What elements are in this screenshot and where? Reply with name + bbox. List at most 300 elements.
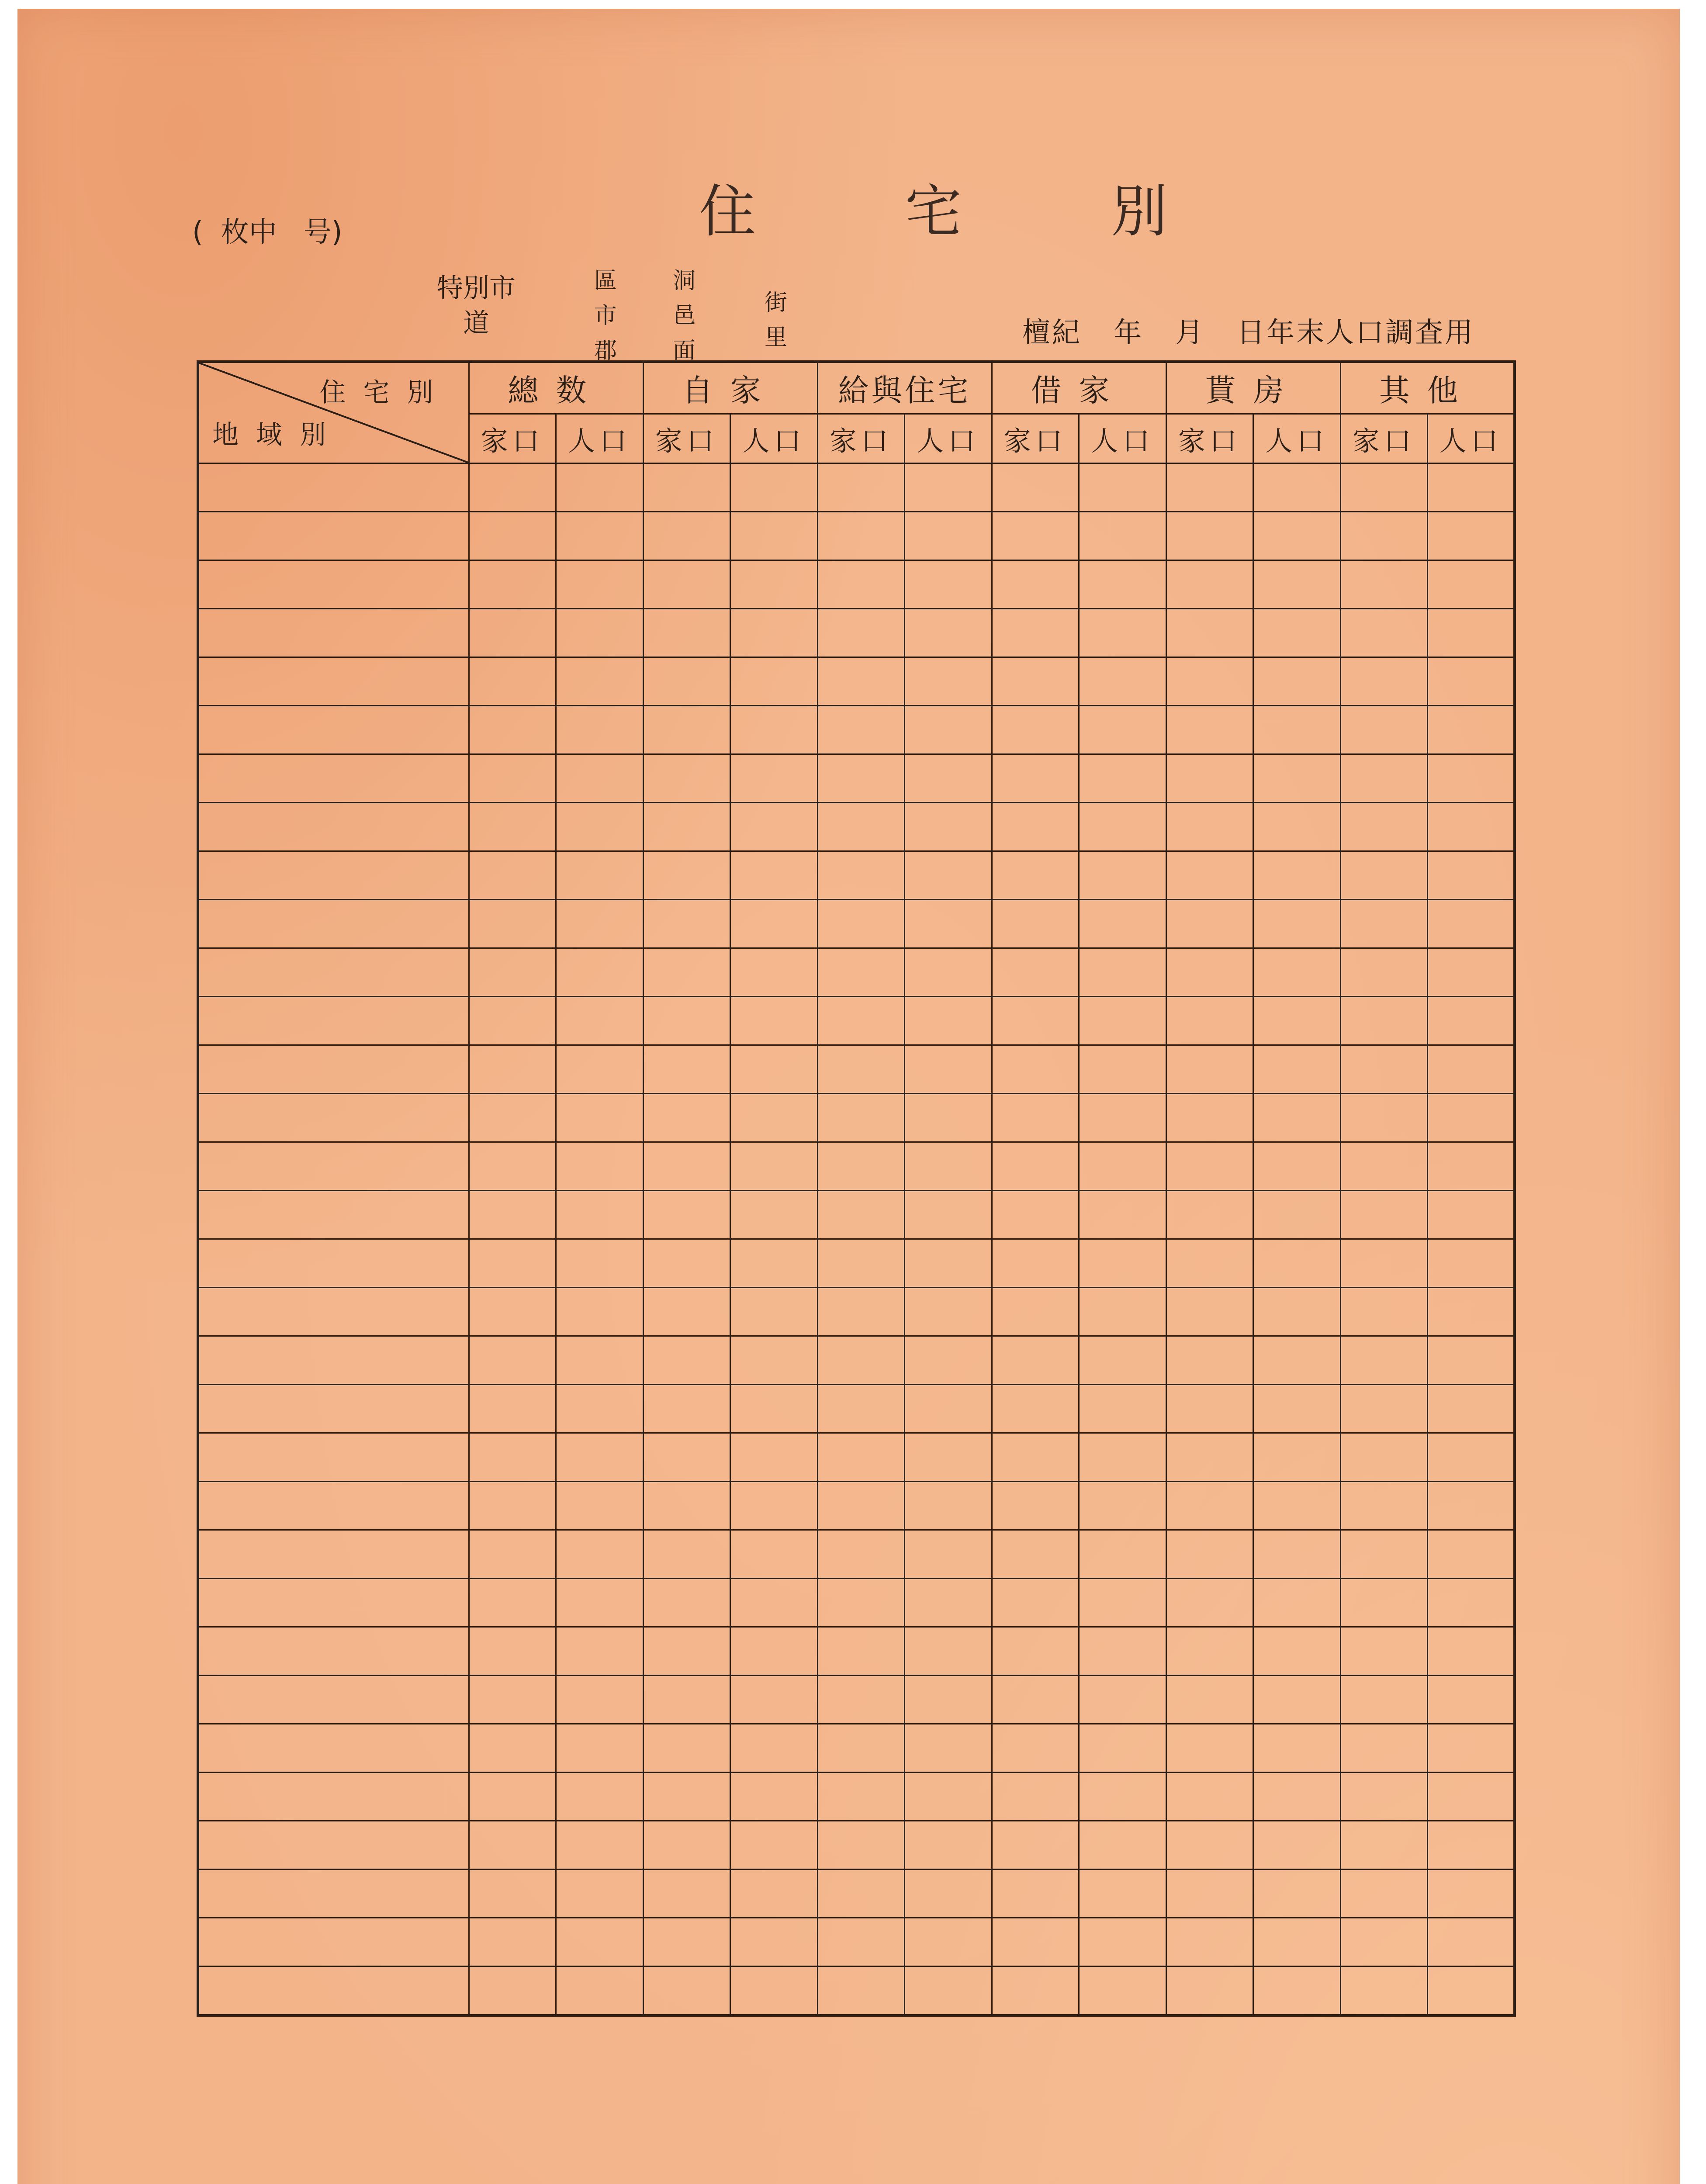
count-cell[interactable] bbox=[1079, 1676, 1166, 1724]
count-cell[interactable] bbox=[992, 1045, 1079, 1094]
count-cell[interactable] bbox=[1428, 1918, 1515, 1966]
count-cell[interactable] bbox=[1428, 1142, 1515, 1191]
count-cell[interactable] bbox=[556, 1724, 644, 1773]
count-cell[interactable] bbox=[643, 657, 730, 706]
count-cell[interactable] bbox=[1340, 851, 1428, 900]
count-cell[interactable] bbox=[1079, 851, 1166, 900]
count-cell[interactable] bbox=[905, 1530, 992, 1579]
count-cell[interactable] bbox=[905, 657, 992, 706]
count-cell[interactable] bbox=[1253, 1627, 1341, 1676]
count-cell[interactable] bbox=[730, 609, 818, 657]
count-cell[interactable] bbox=[1166, 900, 1253, 948]
region-cell[interactable] bbox=[198, 997, 469, 1045]
count-cell[interactable] bbox=[1253, 706, 1341, 754]
count-cell[interactable] bbox=[469, 1336, 556, 1385]
count-cell[interactable] bbox=[730, 560, 818, 609]
count-cell[interactable] bbox=[992, 706, 1079, 754]
count-cell[interactable] bbox=[1340, 900, 1428, 948]
count-cell[interactable] bbox=[992, 512, 1079, 560]
count-cell[interactable] bbox=[1428, 1239, 1515, 1288]
count-cell[interactable] bbox=[1166, 1142, 1253, 1191]
count-cell[interactable] bbox=[730, 1579, 818, 1627]
count-cell[interactable] bbox=[905, 1724, 992, 1773]
count-cell[interactable] bbox=[730, 754, 818, 803]
count-cell[interactable] bbox=[469, 851, 556, 900]
count-cell[interactable] bbox=[1253, 948, 1341, 997]
count-cell[interactable] bbox=[1079, 706, 1166, 754]
count-cell[interactable] bbox=[730, 851, 818, 900]
region-cell[interactable] bbox=[198, 900, 469, 948]
count-cell[interactable] bbox=[992, 657, 1079, 706]
count-cell[interactable] bbox=[469, 1627, 556, 1676]
count-cell[interactable] bbox=[905, 1918, 992, 1966]
count-cell[interactable] bbox=[730, 1239, 818, 1288]
region-cell[interactable] bbox=[198, 1530, 469, 1579]
count-cell[interactable] bbox=[1428, 997, 1515, 1045]
count-cell[interactable] bbox=[469, 1821, 556, 1870]
count-cell[interactable] bbox=[905, 1142, 992, 1191]
count-cell[interactable] bbox=[730, 1433, 818, 1482]
count-cell[interactable] bbox=[1428, 900, 1515, 948]
count-cell[interactable] bbox=[556, 1239, 644, 1288]
count-cell[interactable] bbox=[469, 754, 556, 803]
count-cell[interactable] bbox=[1253, 1724, 1341, 1773]
count-cell[interactable] bbox=[556, 1385, 644, 1433]
count-cell[interactable] bbox=[469, 1870, 556, 1918]
count-cell[interactable] bbox=[1428, 754, 1515, 803]
count-cell[interactable] bbox=[1340, 1773, 1428, 1821]
count-cell[interactable] bbox=[992, 1191, 1079, 1239]
count-cell[interactable] bbox=[905, 1045, 992, 1094]
count-cell[interactable] bbox=[643, 754, 730, 803]
count-cell[interactable] bbox=[1079, 560, 1166, 609]
count-cell[interactable] bbox=[643, 1336, 730, 1385]
count-cell[interactable] bbox=[1340, 1142, 1428, 1191]
count-cell[interactable] bbox=[556, 997, 644, 1045]
count-cell[interactable] bbox=[1079, 900, 1166, 948]
count-cell[interactable] bbox=[730, 1918, 818, 1966]
region-cell[interactable] bbox=[198, 1385, 469, 1433]
count-cell[interactable] bbox=[1340, 1821, 1428, 1870]
count-cell[interactable] bbox=[1079, 1821, 1166, 1870]
region-cell[interactable] bbox=[198, 1433, 469, 1482]
count-cell[interactable] bbox=[1166, 1191, 1253, 1239]
count-cell[interactable] bbox=[1166, 1870, 1253, 1918]
count-cell[interactable] bbox=[992, 1385, 1079, 1433]
region-cell[interactable] bbox=[198, 560, 469, 609]
count-cell[interactable] bbox=[992, 948, 1079, 997]
count-cell[interactable] bbox=[1340, 657, 1428, 706]
count-cell[interactable] bbox=[817, 1336, 905, 1385]
count-cell[interactable] bbox=[1253, 1433, 1341, 1482]
count-cell[interactable] bbox=[643, 900, 730, 948]
count-cell[interactable] bbox=[905, 1966, 992, 2016]
count-cell[interactable] bbox=[643, 1918, 730, 1966]
count-cell[interactable] bbox=[643, 1239, 730, 1288]
count-cell[interactable] bbox=[1428, 1676, 1515, 1724]
count-cell[interactable] bbox=[992, 851, 1079, 900]
count-cell[interactable] bbox=[556, 1918, 644, 1966]
count-cell[interactable] bbox=[1253, 1336, 1341, 1385]
count-cell[interactable] bbox=[817, 657, 905, 706]
count-cell[interactable] bbox=[1166, 1433, 1253, 1482]
count-cell[interactable] bbox=[1253, 1385, 1341, 1433]
count-cell[interactable] bbox=[1079, 1142, 1166, 1191]
count-cell[interactable] bbox=[905, 803, 992, 851]
count-cell[interactable] bbox=[1166, 1918, 1253, 1966]
count-cell[interactable] bbox=[1340, 1676, 1428, 1724]
count-cell[interactable] bbox=[730, 657, 818, 706]
count-cell[interactable] bbox=[1428, 803, 1515, 851]
count-cell[interactable] bbox=[905, 560, 992, 609]
count-cell[interactable] bbox=[905, 512, 992, 560]
count-cell[interactable] bbox=[1166, 512, 1253, 560]
count-cell[interactable] bbox=[469, 803, 556, 851]
count-cell[interactable] bbox=[643, 803, 730, 851]
count-cell[interactable] bbox=[905, 1094, 992, 1142]
count-cell[interactable] bbox=[817, 1385, 905, 1433]
count-cell[interactable] bbox=[469, 1191, 556, 1239]
count-cell[interactable] bbox=[730, 1045, 818, 1094]
count-cell[interactable] bbox=[905, 1579, 992, 1627]
count-cell[interactable] bbox=[469, 900, 556, 948]
count-cell[interactable] bbox=[992, 1433, 1079, 1482]
count-cell[interactable] bbox=[992, 1724, 1079, 1773]
count-cell[interactable] bbox=[643, 1773, 730, 1821]
count-cell[interactable] bbox=[556, 1966, 644, 2016]
count-cell[interactable] bbox=[992, 1870, 1079, 1918]
count-cell[interactable] bbox=[556, 512, 644, 560]
count-cell[interactable] bbox=[817, 1142, 905, 1191]
count-cell[interactable] bbox=[905, 609, 992, 657]
count-cell[interactable] bbox=[992, 997, 1079, 1045]
count-cell[interactable] bbox=[1340, 1918, 1428, 1966]
count-cell[interactable] bbox=[1253, 1239, 1341, 1288]
count-cell[interactable] bbox=[1428, 1773, 1515, 1821]
count-cell[interactable] bbox=[817, 1676, 905, 1724]
count-cell[interactable] bbox=[1340, 754, 1428, 803]
count-cell[interactable] bbox=[1428, 1724, 1515, 1773]
count-cell[interactable] bbox=[1166, 851, 1253, 900]
count-cell[interactable] bbox=[643, 1821, 730, 1870]
count-cell[interactable] bbox=[1079, 1918, 1166, 1966]
count-cell[interactable] bbox=[643, 1676, 730, 1724]
count-cell[interactable] bbox=[1166, 803, 1253, 851]
count-cell[interactable] bbox=[1253, 609, 1341, 657]
count-cell[interactable] bbox=[1079, 1094, 1166, 1142]
count-cell[interactable] bbox=[643, 1627, 730, 1676]
count-cell[interactable] bbox=[1428, 1045, 1515, 1094]
count-cell[interactable] bbox=[1253, 1918, 1341, 1966]
count-cell[interactable] bbox=[905, 851, 992, 900]
count-cell[interactable] bbox=[469, 512, 556, 560]
count-cell[interactable] bbox=[1253, 803, 1341, 851]
count-cell[interactable] bbox=[817, 1966, 905, 2016]
count-cell[interactable] bbox=[556, 1821, 644, 1870]
count-cell[interactable] bbox=[817, 1530, 905, 1579]
region-cell[interactable] bbox=[198, 1239, 469, 1288]
count-cell[interactable] bbox=[1253, 1482, 1341, 1530]
count-cell[interactable] bbox=[1428, 1336, 1515, 1385]
count-cell[interactable] bbox=[992, 1142, 1079, 1191]
count-cell[interactable] bbox=[469, 1676, 556, 1724]
count-cell[interactable] bbox=[643, 1045, 730, 1094]
count-cell[interactable] bbox=[643, 1870, 730, 1918]
count-cell[interactable] bbox=[1340, 1288, 1428, 1336]
count-cell[interactable] bbox=[556, 948, 644, 997]
count-cell[interactable] bbox=[1253, 512, 1341, 560]
count-cell[interactable] bbox=[1253, 754, 1341, 803]
count-cell[interactable] bbox=[1166, 657, 1253, 706]
count-cell[interactable] bbox=[1428, 1870, 1515, 1918]
count-cell[interactable] bbox=[1428, 1530, 1515, 1579]
count-cell[interactable] bbox=[643, 1385, 730, 1433]
count-cell[interactable] bbox=[643, 1433, 730, 1482]
count-cell[interactable] bbox=[905, 1821, 992, 1870]
count-cell[interactable] bbox=[643, 1191, 730, 1239]
count-cell[interactable] bbox=[905, 1627, 992, 1676]
count-cell[interactable] bbox=[1166, 1385, 1253, 1433]
count-cell[interactable] bbox=[905, 1385, 992, 1433]
count-cell[interactable] bbox=[469, 1045, 556, 1094]
count-cell[interactable] bbox=[1340, 1966, 1428, 2016]
count-cell[interactable] bbox=[556, 657, 644, 706]
count-cell[interactable] bbox=[469, 609, 556, 657]
count-cell[interactable] bbox=[1340, 1239, 1428, 1288]
count-cell[interactable] bbox=[1428, 948, 1515, 997]
count-cell[interactable] bbox=[556, 1579, 644, 1627]
count-cell[interactable] bbox=[817, 706, 905, 754]
count-cell[interactable] bbox=[817, 609, 905, 657]
count-cell[interactable] bbox=[992, 1530, 1079, 1579]
count-cell[interactable] bbox=[730, 1676, 818, 1724]
count-cell[interactable] bbox=[1428, 1433, 1515, 1482]
count-cell[interactable] bbox=[905, 706, 992, 754]
count-cell[interactable] bbox=[1166, 997, 1253, 1045]
count-cell[interactable] bbox=[817, 1821, 905, 1870]
count-cell[interactable] bbox=[1166, 1966, 1253, 2016]
count-cell[interactable] bbox=[730, 1288, 818, 1336]
count-cell[interactable] bbox=[469, 1530, 556, 1579]
count-cell[interactable] bbox=[992, 900, 1079, 948]
count-cell[interactable] bbox=[469, 1773, 556, 1821]
count-cell[interactable] bbox=[556, 463, 644, 512]
count-cell[interactable] bbox=[556, 1482, 644, 1530]
count-cell[interactable] bbox=[1166, 1094, 1253, 1142]
count-cell[interactable] bbox=[905, 1870, 992, 1918]
count-cell[interactable] bbox=[730, 1385, 818, 1433]
count-cell[interactable] bbox=[469, 948, 556, 997]
count-cell[interactable] bbox=[469, 1966, 556, 2016]
count-cell[interactable] bbox=[1166, 1239, 1253, 1288]
count-cell[interactable] bbox=[1428, 1627, 1515, 1676]
count-cell[interactable] bbox=[1340, 1627, 1428, 1676]
count-cell[interactable] bbox=[1428, 1094, 1515, 1142]
region-cell[interactable] bbox=[198, 1142, 469, 1191]
count-cell[interactable] bbox=[1340, 948, 1428, 997]
count-cell[interactable] bbox=[556, 1870, 644, 1918]
count-cell[interactable] bbox=[469, 1094, 556, 1142]
count-cell[interactable] bbox=[1166, 1724, 1253, 1773]
count-cell[interactable] bbox=[1166, 1530, 1253, 1579]
region-cell[interactable] bbox=[198, 1191, 469, 1239]
region-cell[interactable] bbox=[198, 657, 469, 706]
count-cell[interactable] bbox=[992, 1627, 1079, 1676]
count-cell[interactable] bbox=[1079, 1045, 1166, 1094]
count-cell[interactable] bbox=[1340, 1336, 1428, 1385]
region-cell[interactable] bbox=[198, 851, 469, 900]
count-cell[interactable] bbox=[905, 1773, 992, 1821]
count-cell[interactable] bbox=[1079, 1627, 1166, 1676]
count-cell[interactable] bbox=[1253, 657, 1341, 706]
count-cell[interactable] bbox=[643, 560, 730, 609]
count-cell[interactable] bbox=[1079, 463, 1166, 512]
count-cell[interactable] bbox=[1079, 1482, 1166, 1530]
count-cell[interactable] bbox=[1166, 609, 1253, 657]
count-cell[interactable] bbox=[1079, 1433, 1166, 1482]
count-cell[interactable] bbox=[1428, 706, 1515, 754]
count-cell[interactable] bbox=[1079, 1870, 1166, 1918]
count-cell[interactable] bbox=[643, 948, 730, 997]
count-cell[interactable] bbox=[1428, 1191, 1515, 1239]
region-cell[interactable] bbox=[198, 1579, 469, 1627]
count-cell[interactable] bbox=[730, 463, 818, 512]
count-cell[interactable] bbox=[817, 1239, 905, 1288]
count-cell[interactable] bbox=[992, 560, 1079, 609]
count-cell[interactable] bbox=[1340, 1724, 1428, 1773]
count-cell[interactable] bbox=[817, 803, 905, 851]
count-cell[interactable] bbox=[730, 1191, 818, 1239]
count-cell[interactable] bbox=[556, 1627, 644, 1676]
count-cell[interactable] bbox=[1253, 1142, 1341, 1191]
count-cell[interactable] bbox=[469, 463, 556, 512]
count-cell[interactable] bbox=[905, 1288, 992, 1336]
count-cell[interactable] bbox=[1428, 609, 1515, 657]
count-cell[interactable] bbox=[643, 1288, 730, 1336]
count-cell[interactable] bbox=[643, 997, 730, 1045]
count-cell[interactable] bbox=[1253, 1821, 1341, 1870]
region-cell[interactable] bbox=[198, 1918, 469, 1966]
count-cell[interactable] bbox=[817, 900, 905, 948]
count-cell[interactable] bbox=[1079, 1239, 1166, 1288]
count-cell[interactable] bbox=[905, 754, 992, 803]
count-cell[interactable] bbox=[1253, 1191, 1341, 1239]
count-cell[interactable] bbox=[992, 1288, 1079, 1336]
count-cell[interactable] bbox=[992, 754, 1079, 803]
count-cell[interactable] bbox=[469, 1142, 556, 1191]
count-cell[interactable] bbox=[469, 657, 556, 706]
count-cell[interactable] bbox=[905, 948, 992, 997]
count-cell[interactable] bbox=[469, 997, 556, 1045]
count-cell[interactable] bbox=[730, 900, 818, 948]
count-cell[interactable] bbox=[556, 754, 644, 803]
region-cell[interactable] bbox=[198, 1288, 469, 1336]
count-cell[interactable] bbox=[1253, 900, 1341, 948]
count-cell[interactable] bbox=[905, 997, 992, 1045]
count-cell[interactable] bbox=[556, 803, 644, 851]
count-cell[interactable] bbox=[1166, 948, 1253, 997]
count-cell[interactable] bbox=[817, 948, 905, 997]
count-cell[interactable] bbox=[1253, 851, 1341, 900]
count-cell[interactable] bbox=[1166, 1045, 1253, 1094]
count-cell[interactable] bbox=[817, 1870, 905, 1918]
count-cell[interactable] bbox=[730, 1094, 818, 1142]
count-cell[interactable] bbox=[817, 1045, 905, 1094]
count-cell[interactable] bbox=[1079, 997, 1166, 1045]
count-cell[interactable] bbox=[730, 1336, 818, 1385]
count-cell[interactable] bbox=[817, 512, 905, 560]
count-cell[interactable] bbox=[730, 948, 818, 997]
count-cell[interactable] bbox=[1079, 1773, 1166, 1821]
count-cell[interactable] bbox=[469, 560, 556, 609]
count-cell[interactable] bbox=[817, 754, 905, 803]
count-cell[interactable] bbox=[1340, 609, 1428, 657]
count-cell[interactable] bbox=[905, 1676, 992, 1724]
region-cell[interactable] bbox=[198, 1627, 469, 1676]
count-cell[interactable] bbox=[1253, 463, 1341, 512]
count-cell[interactable] bbox=[1428, 463, 1515, 512]
count-cell[interactable] bbox=[556, 1288, 644, 1336]
count-cell[interactable] bbox=[1340, 1094, 1428, 1142]
count-cell[interactable] bbox=[1079, 948, 1166, 997]
count-cell[interactable] bbox=[1166, 463, 1253, 512]
count-cell[interactable] bbox=[1166, 1676, 1253, 1724]
count-cell[interactable] bbox=[643, 1094, 730, 1142]
count-cell[interactable] bbox=[1253, 1288, 1341, 1336]
count-cell[interactable] bbox=[1079, 657, 1166, 706]
count-cell[interactable] bbox=[1079, 1966, 1166, 2016]
count-cell[interactable] bbox=[556, 1045, 644, 1094]
count-cell[interactable] bbox=[992, 1336, 1079, 1385]
count-cell[interactable] bbox=[817, 1579, 905, 1627]
count-cell[interactable] bbox=[556, 1142, 644, 1191]
count-cell[interactable] bbox=[1340, 1870, 1428, 1918]
region-cell[interactable] bbox=[198, 754, 469, 803]
count-cell[interactable] bbox=[469, 1385, 556, 1433]
region-cell[interactable] bbox=[198, 1045, 469, 1094]
region-cell[interactable] bbox=[198, 1336, 469, 1385]
region-cell[interactable] bbox=[198, 948, 469, 997]
count-cell[interactable] bbox=[1253, 1530, 1341, 1579]
count-cell[interactable] bbox=[1428, 1966, 1515, 2016]
count-cell[interactable] bbox=[1166, 560, 1253, 609]
count-cell[interactable] bbox=[1340, 512, 1428, 560]
count-cell[interactable] bbox=[992, 609, 1079, 657]
count-cell[interactable] bbox=[1340, 1579, 1428, 1627]
count-cell[interactable] bbox=[556, 851, 644, 900]
count-cell[interactable] bbox=[817, 1191, 905, 1239]
count-cell[interactable] bbox=[643, 1579, 730, 1627]
count-cell[interactable] bbox=[905, 900, 992, 948]
count-cell[interactable] bbox=[1079, 1336, 1166, 1385]
count-cell[interactable] bbox=[643, 851, 730, 900]
count-cell[interactable] bbox=[643, 609, 730, 657]
count-cell[interactable] bbox=[817, 1433, 905, 1482]
count-cell[interactable] bbox=[730, 803, 818, 851]
count-cell[interactable] bbox=[1428, 1288, 1515, 1336]
count-cell[interactable] bbox=[1079, 1288, 1166, 1336]
region-cell[interactable] bbox=[198, 803, 469, 851]
count-cell[interactable] bbox=[992, 1239, 1079, 1288]
count-cell[interactable] bbox=[643, 1142, 730, 1191]
count-cell[interactable] bbox=[730, 1966, 818, 2016]
region-cell[interactable] bbox=[198, 609, 469, 657]
count-cell[interactable] bbox=[1253, 997, 1341, 1045]
count-cell[interactable] bbox=[1166, 1288, 1253, 1336]
count-cell[interactable] bbox=[1253, 1579, 1341, 1627]
count-cell[interactable] bbox=[1166, 1579, 1253, 1627]
count-cell[interactable] bbox=[1428, 1482, 1515, 1530]
